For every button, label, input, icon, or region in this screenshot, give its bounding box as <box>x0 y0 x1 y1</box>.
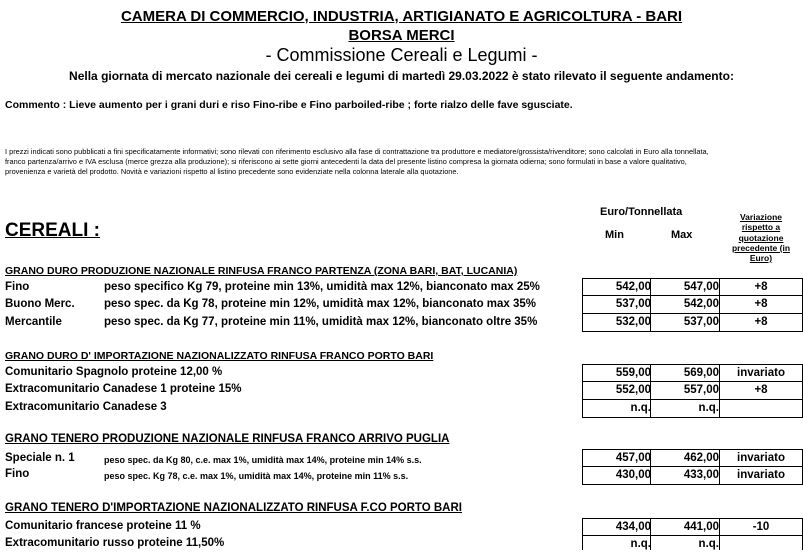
price-min: 559,00 <box>582 364 651 382</box>
price-max: 441,00 <box>650 518 719 536</box>
row-description: peso spec. da Kg 80, c.e. max 1%, umidità max 14%, proteine min 14% s.s. <box>104 455 422 465</box>
disclaimer-line: franco partenza/arrivo e IVA esclusa (merce grezza alla produzione); si riferiscono ai sette giorni antecedenti la data del presente listino compresa la giornata odierna; sono formulati in base a valore qualitativo, <box>5 156 687 166</box>
price-min: 537,00 <box>582 295 651 313</box>
row-description: peso spec. Kg 78, c.e. max 1%, umidità max 14%, proteine min 11% s.s. <box>104 471 409 481</box>
price-min: n.q. <box>582 399 651 418</box>
price-variation: invariato <box>719 466 803 485</box>
price-max: n.q. <box>650 399 719 418</box>
section-title: GRANO DURO PRODUZIONE NAZIONALE RINFUSA FRANCO PARTENZA (ZONA BARI, BAT, LUCANIA) <box>5 265 518 277</box>
disclaimer-line: provenienza e varietà del prodotto. Novità e variazioni rispetto al listino precedente sono evidenziate nella colonna laterale alla quotazione. <box>5 166 459 176</box>
price-min: 434,00 <box>582 518 651 536</box>
row-label: Extracomunitario russo proteine 11,50% <box>5 537 225 549</box>
price-variation: invariato <box>719 449 803 467</box>
row-label: Mercantile <box>5 316 62 328</box>
price-min: 532,00 <box>582 313 651 332</box>
row-description: peso spec. da Kg 78, proteine min 12%, umidità max 12%, bianconato max 35% <box>104 298 537 310</box>
price-min: 552,00 <box>582 381 651 399</box>
price-variation: +8 <box>719 295 803 313</box>
price-min: 457,00 <box>582 449 651 467</box>
section-title: GRANO DURO D' IMPORTAZIONE NAZIONALIZZATO RINFUSA FRANCO PORTO BARI <box>5 350 434 362</box>
row-label: Buono Merc. <box>5 298 75 310</box>
borsa-merci-title: BORSA MERCI <box>348 27 455 44</box>
price-min: 542,00 <box>582 278 651 296</box>
row-description: peso spec. da Kg 77, proteine min 11%, umidità max 12%, bianconato oltre 35% <box>104 316 538 328</box>
market-comment: Commento : Lieve aumento per i grani duri e riso Fino-ribe e Fino parboiled-ribe ; forte rialzo delle fave sgusciate. <box>5 99 573 111</box>
price-variation <box>719 535 803 550</box>
row-description: peso specifico Kg 79, proteine min 13%, umidità max 12%, bianconato max 25% <box>104 281 540 293</box>
row-label: Fino <box>5 468 30 480</box>
row-label: Comunitario francese proteine 11 % <box>5 520 201 532</box>
market-date-line: Nella giornata di mercato nazionale dei cereali e legumi di martedì 29.03.2022 è stato rilevato il seguente andamento: <box>69 69 734 83</box>
price-max: 433,00 <box>650 466 719 485</box>
price-min: 430,00 <box>582 466 651 485</box>
row-label: Speciale n. 1 <box>5 452 75 464</box>
row-label: Extracomunitario Canadese 3 <box>5 401 167 413</box>
price-max: 547,00 <box>650 278 719 296</box>
price-variation: +8 <box>719 278 803 296</box>
section-title: GRANO TENERO D'IMPORTAZIONE NAZIONALIZZATO RINFUSA F.CO PORTO BARI <box>5 502 462 514</box>
price-variation <box>719 399 803 418</box>
price-max: 542,00 <box>650 295 719 313</box>
price-max: 569,00 <box>650 364 719 382</box>
max-header: Max <box>671 229 693 241</box>
commission-title: - Commissione Cereali e Legumi - <box>265 45 538 65</box>
row-label: Comunitario Spagnolo proteine 12,00 % <box>5 366 223 378</box>
disclaimer <box>5 147 803 176</box>
variation-header: Variazione rispetto a quotazione precedente (in Euro) <box>731 212 791 264</box>
price-min: n.q. <box>582 535 651 550</box>
price-max: 537,00 <box>650 313 719 332</box>
min-header: Min <box>605 229 624 241</box>
disclaimer-line: I prezzi indicati sono pubblicati a fini specificatamente informativi; sono rilevati con riferimento esclusivo alla fase di contrattazione tra produttore e mediatore/grossista/rivenditore; sono calcolati in Euro alla tonnellata, <box>5 147 709 156</box>
row-label: Fino <box>5 281 30 293</box>
cereali-heading: CEREALI : <box>5 220 100 241</box>
price-max: 557,00 <box>650 381 719 399</box>
unit-header: Euro/Tonnellata <box>600 206 683 218</box>
price-variation: invariato <box>719 364 803 382</box>
price-variation: -10 <box>719 518 803 536</box>
price-max: n.q. <box>650 535 719 550</box>
chamber-title: CAMERA DI COMMERCIO, INDUSTRIA, ARTIGIANATO E AGRICOLTURA - BARI <box>120 8 683 25</box>
price-max: 462,00 <box>650 449 719 467</box>
price-variation: +8 <box>719 381 803 399</box>
row-label: Extracomunitario Canadese 1 proteine 15% <box>5 383 242 395</box>
section-title: GRANO TENERO PRODUZIONE NAZIONALE RINFUSA FRANCO ARRIVO PUGLIA <box>5 433 450 445</box>
price-variation: +8 <box>719 313 803 332</box>
